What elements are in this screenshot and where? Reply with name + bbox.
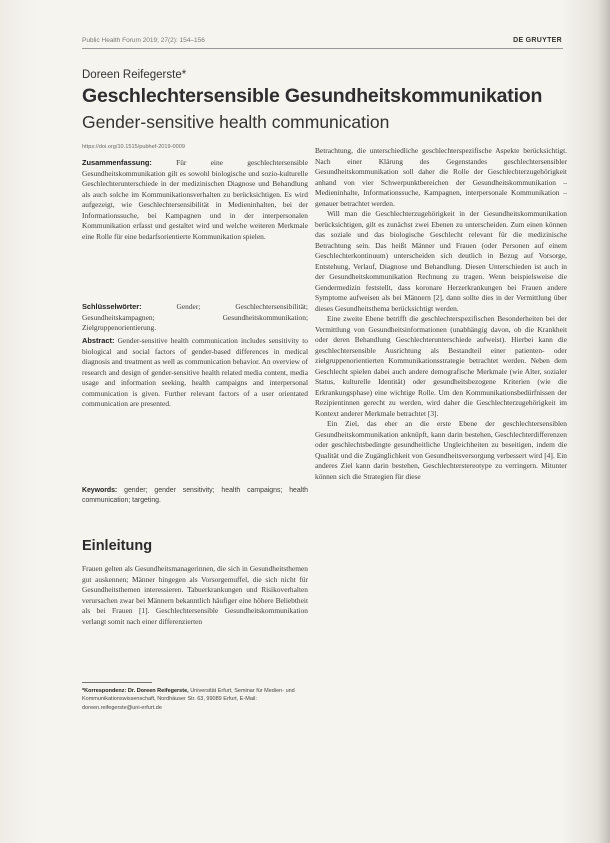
keywords-german [82, 302, 308, 334]
title-english: Gender-sensitive health communication [82, 112, 390, 132]
page-edge-shadow [598, 0, 610, 843]
keywords-english [82, 486, 308, 507]
doi-link[interactable]: https://doi.org/10.1515/pubhef-2019-0009 [82, 144, 185, 150]
abstract-english [82, 336, 308, 410]
introduction-text [82, 564, 308, 627]
body-paragraph-2: Will man die Geschlechterzugehörigkeit in der Gesundheitskommunikation berücksichtigen, gilt es zunächst zwei Ebenen zu unterscheiden. Zum einen können das soziale und das biologische Geschlecht relevant für die medizinische Betrachtung sein. Das heißt Männer und Frauen (oder Personen auf einem Geschlechterkontinuum) unterscheiden sich deutlich in Bezug auf Vorsorge, Entstehung, Verlauf, Diagnose und Behandlung. Diesen Unterschieden ist auch in der Gesundheitskommunikation Rechnung zu tragen. Wenn beispielsweise die Gendermedizin feststellt, dass koronare Herzerkrankungen bei Frauen andere Symptome aufweisen als bei Männern [2], dann sollte dies in der Vermittlung über dieses Gesundheitsthema berücksichtigt werden. [315, 209, 567, 313]
correspondence-footnote [82, 687, 308, 712]
title-german: Geschlechtersensible Gesundheitskommunikation [82, 85, 543, 107]
abstract-german-text: Für eine geschlechtersensible Gesundheitskommunikation gilt es sowohl biologische und sozio-kulturelle Geschlechterunterschiede in der medizinischen Diagnose und Behandlung als auch solche im Kommunikationsverhalten zu berücksichtigen. Es wird aufgezeigt, wie Geschlechtersensibilität in Medieninhalten, bei der Informationssuche, bei Kampagnen und in der interpersonalen Kommunikation erfasst und gestaltet wird und welche weiteren Merkmale eine Rolle für eine bedarfsorientierte Kommunikation spielen. [82, 158, 308, 241]
header-divider [82, 48, 563, 49]
abstract-german-label: Zusammenfassung: [82, 158, 152, 167]
journal-citation: Public Health Forum 2019; 27(2): 154–156 [82, 37, 205, 44]
footnote-text: Universität Erfurt, Seminar für Medien- und Kommunikationswissenschaft, Nordhäuser Str. 63, 99089 Erfurt, E-Mail: doreen.reifegerste@uni-erfurt.de [82, 688, 295, 711]
right-column [315, 146, 567, 482]
keywords-german-text: Gender; Geschlechtersensibilität; Gesundheitskampagnen; Gesundheitskommunikation; Zielgruppenorientierung. [82, 302, 308, 332]
abstract-german [82, 158, 308, 242]
publisher-name: DE GRUYTER [513, 37, 562, 44]
author-name: Doreen Reifegerste* [82, 69, 187, 81]
body-paragraph-3: Eine zweite Ebene betrifft die geschlechterspezifischen Besonderheiten bei der Vermittlung von Gesundheitsinformationen (unabhängig davon, ob die Krankheit oder deren Behandlung Geschlechterunterschiede aufweist). Hierbei kann die geschlechtersensible Ausrichtung als Bestandteil einer patienten- oder zielgruppenorientierten Kommunikationsstrategie betrachtet werden. Neben dem Geschlecht spielen dabei auch andere demografische Merkmale (wie Alter, sozialer Status, kulturelle Identität) oder gesundheitsbezogene Kriterien (wie die Erkrankungsphase) eine wichtige Rolle. Um den Kommunikationsbedürfnissen der Rezipientinnen gerecht zu werden, wird daher die Geschlechterzugehörigkeit im Kontext anderer Merkmale betrachtet [3]. [315, 314, 567, 418]
footnote-divider [82, 682, 152, 683]
abstract-english-text: Gender-sensitive health communication includes sensitivity to biological and social factors of gender-based differences in medical diagnosis and treatment as well as communication behavior. An overview of research and design of gender-sensitive health related media content, media usage and information seeking, health campaigns and interpersonal communication is given. Further relevant factors of a user orientated communication are presented. [82, 336, 308, 408]
footnote-label: *Korrespondenz: Dr. Doreen Reifegerste, [82, 688, 189, 694]
body-paragraph-1: Betrachtung, die unterschiedliche geschlechterspezifische Aspekte berücksichtigt. Nach einer Klärung des Gegenstandes geschlechtersensibler Gesundheitskommunikation soll daher die Rolle der Geschlechterzugehörigkeit anhand von vier Schwerpunktbereichen der Gesundheitskommunikation – Medieninhalte, Informationssuche, Kampagnen, interpersonale Kommunikation – genauer betrachtet werden. [315, 146, 567, 208]
section-heading-introduction: Einleitung [82, 538, 153, 554]
keywords-german-label: Schlüsselwörter: [82, 302, 142, 311]
keywords-english-text: gender; gender sensitivity; health campaigns; health communication; targeting. [82, 487, 309, 505]
keywords-english-label: Keywords: [82, 487, 118, 494]
abstract-english-label: Abstract: [82, 336, 115, 345]
intro-paragraph: Frauen gelten als Gesundheitsmanagerinnen, die sich in Gesundheitsthemen gut auskennen; Männer hingegen als Vorsorgemuffel, die sich nicht für Gesundheitsthemen interessieren. Tabuerkrankungen und Risikoverhalten verursachen zwar bei Männern bekanntlich häufiger eine höhere Beliebtheit als bei Frauen [1]. Geschlechtersensible Gesundheitskommunikation verlangt somit nach einer differenzierten [82, 564, 308, 626]
body-paragraph-4: Ein Ziel, das eher an die erste Ebene der geschlechtersensiblen Gesundheitskommunikation anknüpft, kann darin bestehen, Geschlechterdifferenzen oder geschlechtsbedingte gesundheitliche Ungleichheiten zu beseitigen, indem die Qualität und die Zugänglichkeit von Gesundheitsversorgung verbessert wird [4]. Ein anderes Ziel kann darin bestehen, Geschlechterstereotype zu verringern. Mitunter können sich die Strategien für diese [315, 419, 567, 481]
